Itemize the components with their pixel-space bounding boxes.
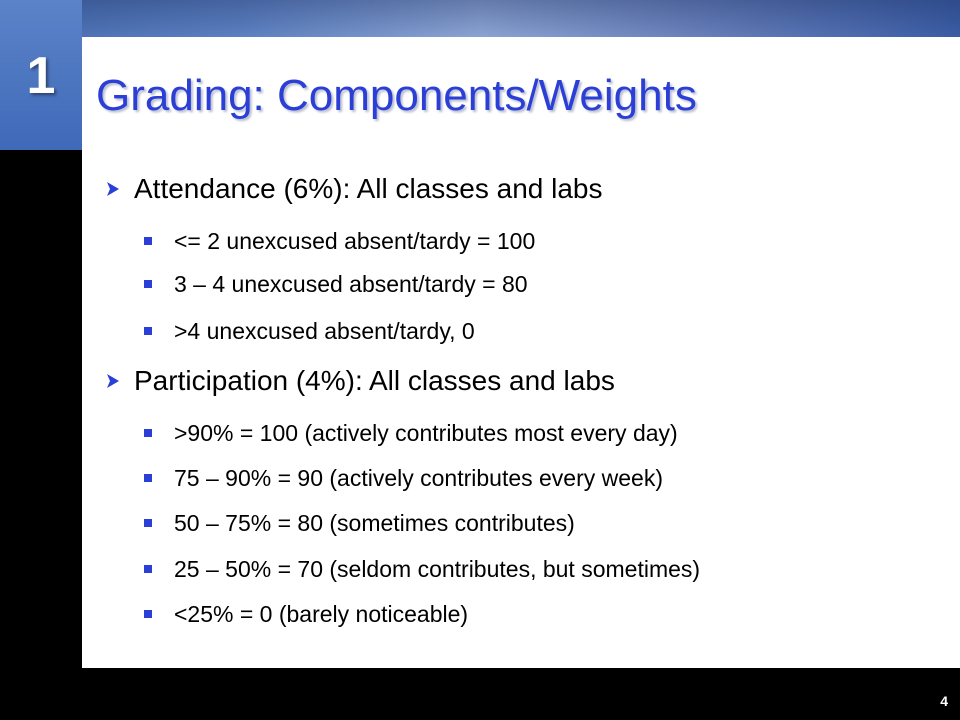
sub-bullet: [144, 317, 475, 345]
square-bullet-icon: [144, 429, 152, 437]
slide-title: Grading: Components/Weights: [96, 71, 697, 120]
sub-bullet-text: <= 2 unexcused absent/tardy = 100: [174, 227, 536, 254]
square-bullet-icon: [144, 237, 152, 245]
sub-bullet: [144, 555, 700, 583]
bullet-text: Participation (4%): All classes and labs: [134, 365, 615, 396]
sub-bullet: [144, 600, 468, 628]
square-bullet-icon: [144, 519, 152, 527]
sub-bullet-text: 50 – 75% = 80 (sometimes contributes): [174, 509, 575, 536]
bullet-attendance: [104, 172, 602, 206]
sub-bullet: [144, 227, 535, 255]
bullet-participation: [104, 364, 615, 398]
square-bullet-icon: [144, 280, 152, 288]
sub-bullet-text: 75 – 90% = 90 (actively contributes every week): [174, 464, 663, 491]
slide-content: [82, 37, 960, 668]
square-bullet-icon: [144, 327, 152, 335]
sub-bullet-text: <25% = 0 (barely noticeable): [174, 600, 469, 627]
square-bullet-icon: [144, 610, 152, 618]
bullet-text: Attendance (6%): All classes and labs: [134, 173, 603, 204]
chapter-number: 1: [26, 47, 56, 105]
square-bullet-icon: [144, 565, 152, 573]
sub-bullet: [144, 464, 663, 492]
sub-bullet: [144, 419, 678, 447]
arrowhead-bullet-icon: [104, 173, 134, 205]
sub-bullet-text: 3 – 4 unexcused absent/tardy = 80: [174, 270, 528, 297]
sub-bullet: [144, 270, 528, 298]
sub-bullet-text: 25 – 50% = 70 (seldom contributes, but sometimes): [174, 555, 701, 582]
sub-bullet-text: >90% = 100 (actively contributes most every day): [174, 419, 678, 446]
sub-bullet: [144, 509, 575, 537]
arrowhead-bullet-icon: [104, 365, 134, 397]
sub-bullet-text: >4 unexcused absent/tardy, 0: [174, 317, 475, 344]
footer-bar: [0, 668, 960, 720]
header-texture: [0, 0, 960, 40]
page-number: 4: [940, 693, 948, 709]
square-bullet-icon: [144, 474, 152, 482]
